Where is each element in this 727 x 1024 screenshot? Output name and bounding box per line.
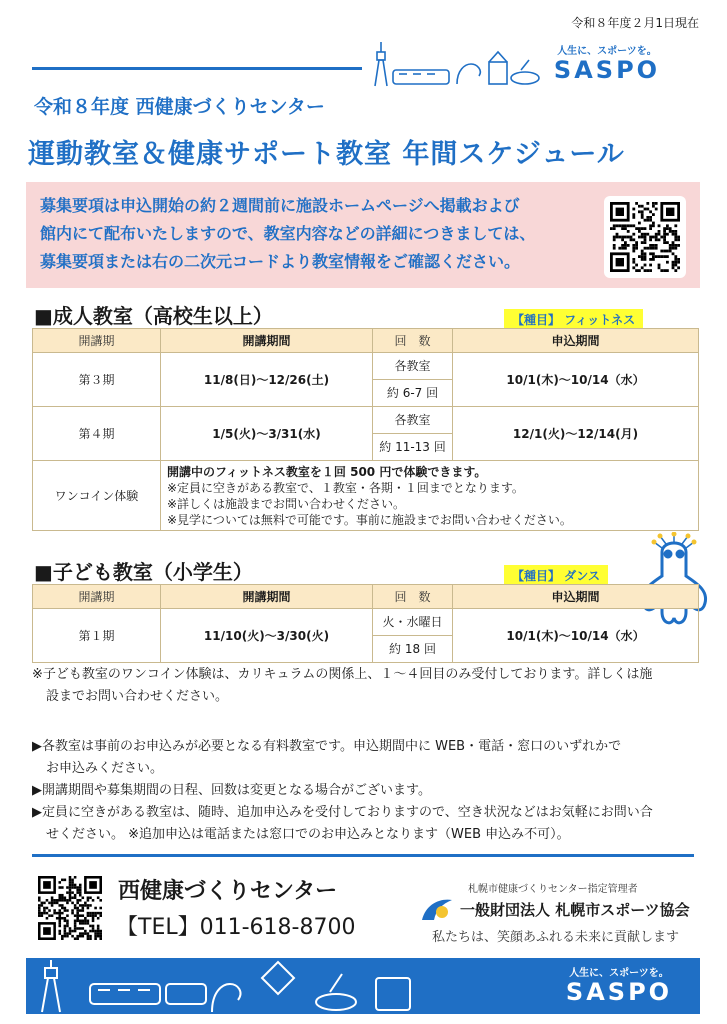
general-notes	[32, 736, 702, 846]
count-top: 各教室	[394, 359, 431, 373]
bullet-line: ▶各教室は事前のお申込みが必要となる有料教室です。申込期間中に WEB・電話・窓口のいずれかで	[32, 739, 622, 754]
adult-schedule-table	[32, 328, 699, 531]
footer-qr-code[interactable]	[38, 876, 102, 940]
period-cell: 1/5(火)～3/31(水)	[161, 407, 373, 461]
apply-cell: 10/1(木)～10/14（水）	[453, 609, 699, 663]
note-line: 設までお問い合わせください。	[46, 689, 229, 704]
col-header-apply: 申込期間	[453, 585, 699, 609]
brand-tagline: 人生に、スポーツを。	[569, 968, 669, 979]
footer-rule	[32, 854, 694, 857]
col-header-count: 回 数	[373, 585, 453, 609]
sapporo-skyline-illustration	[365, 40, 545, 88]
brand-tagline: 人生に、スポーツを。	[557, 46, 657, 57]
kids-section-title: ■子ども教室（小学生）	[34, 560, 253, 584]
notice-line: 募集要項は申込開始の約２週間前に施設ホームページへ掲載および	[40, 196, 520, 215]
one-coin-note: ※定員に空きがある教室で、１教室・各期・１回までとなります。	[167, 480, 524, 495]
qr-code-icon	[610, 202, 680, 272]
table-row	[33, 461, 699, 531]
one-coin-lead: 開講中のフィットネス教室を１回 500 円で体験できます。	[167, 464, 487, 479]
saspo-logo	[532, 42, 682, 86]
bullet-line: せください。 ※追加申込は電話または窓口でのお申込みとなります（WEB 申込み不可）。	[46, 827, 570, 842]
period-cell: 11/8(日)～12/26(土)	[161, 353, 373, 407]
period-cell: 11/10(火)～3/30(火)	[161, 609, 373, 663]
col-header-count: 回 数	[373, 329, 453, 353]
center-name: 西健康づくりセンター	[118, 879, 338, 904]
info-qr-code[interactable]	[604, 196, 686, 278]
page-title: 運動教室＆健康サポート教室 年間スケジュール	[28, 139, 625, 170]
term-cell: 第４期	[33, 407, 161, 461]
one-coin-details	[161, 461, 699, 531]
kids-schedule-table	[32, 584, 699, 663]
col-header-period: 開講期間	[161, 585, 373, 609]
phone-number[interactable]: 【TEL】011-618-8700	[116, 915, 356, 940]
page-subtitle: 令和８年度 西健康づくりセンター	[34, 96, 325, 118]
count-bottom: 約 18 回	[373, 635, 452, 662]
col-header-term: 開講期	[33, 585, 161, 609]
footer-illustration	[26, 958, 546, 1014]
bullet-line: ▶開講期間や募集期間の日程、回数は変更となる場合がございます。	[32, 783, 431, 798]
qr-code-icon	[38, 876, 102, 940]
col-header-period: 開講期間	[161, 329, 373, 353]
term-cell: 第３期	[33, 353, 161, 407]
notice-box	[26, 182, 700, 288]
footer-saspo-logo	[554, 964, 684, 1005]
adult-section-title: ■成人教室（高校生以上）	[34, 304, 273, 328]
header-rule	[32, 67, 362, 70]
adult-genre-badge: 【種目】 フィットネス	[504, 309, 643, 330]
count-top: 各教室	[394, 413, 431, 427]
brand-logo-text: SASPO	[565, 978, 673, 1006]
count-bottom: 約 11-13 回	[373, 433, 452, 460]
count-cell	[373, 353, 453, 407]
org-row	[420, 896, 690, 922]
count-cell	[373, 407, 453, 461]
kids-genre-badge: 【種目】 ダンス	[504, 565, 608, 586]
bullet-line: ▶定員に空きがある教室は、随時、追加申込みを受付しておりますので、空き状況などはお気軽にお問い合	[32, 805, 653, 820]
col-header-term: 開講期	[33, 329, 161, 353]
date-note: 令和８年度２月1日現在	[571, 16, 699, 30]
one-coin-note: ※見学については無料で可能です。事前に施設までお問い合わせください。	[167, 512, 572, 527]
association-logo-icon	[420, 896, 454, 922]
org-name: 一般財団法人 札幌市スポーツ協会	[460, 900, 690, 919]
apply-cell: 10/1(木)～10/14（水）	[453, 353, 699, 407]
table-row	[33, 609, 699, 663]
notice-line: 館内にて配布いたしますので、教室内容などの詳細につきましては、	[40, 224, 536, 243]
term-cell: 第１期	[33, 609, 161, 663]
bullet-line: お申込みください。	[46, 761, 164, 776]
table-row	[33, 353, 699, 407]
one-coin-note: ※詳しくは施設までお問い合わせください。	[167, 496, 406, 511]
footer-band	[26, 958, 700, 1014]
col-header-apply: 申込期間	[453, 329, 699, 353]
count-bottom: 約 6-7 回	[373, 379, 452, 406]
kids-one-coin-note	[32, 664, 702, 708]
table-row	[33, 407, 699, 461]
org-slogan: 私たちは、笑顔あふれる未来に貢献します	[432, 930, 680, 945]
one-coin-label: ワンコイン体験	[33, 461, 161, 531]
brand-logo-text: SASPO	[553, 56, 661, 84]
org-caption: 札幌市健康づくりセンター指定管理者	[468, 884, 638, 895]
notice-line: 募集要項または右の二次元コードより教室情報をご確認ください。	[40, 252, 521, 271]
count-cell	[373, 609, 453, 663]
note-line: ※子ども教室のワンコイン体験は、カリキュラムの関係上、１～４回目のみ受付しております。詳しくは施	[32, 667, 653, 682]
notice-text	[40, 192, 600, 276]
apply-cell: 12/1(火)～12/14(月)	[453, 407, 699, 461]
count-top: 火・水曜日	[382, 615, 443, 629]
